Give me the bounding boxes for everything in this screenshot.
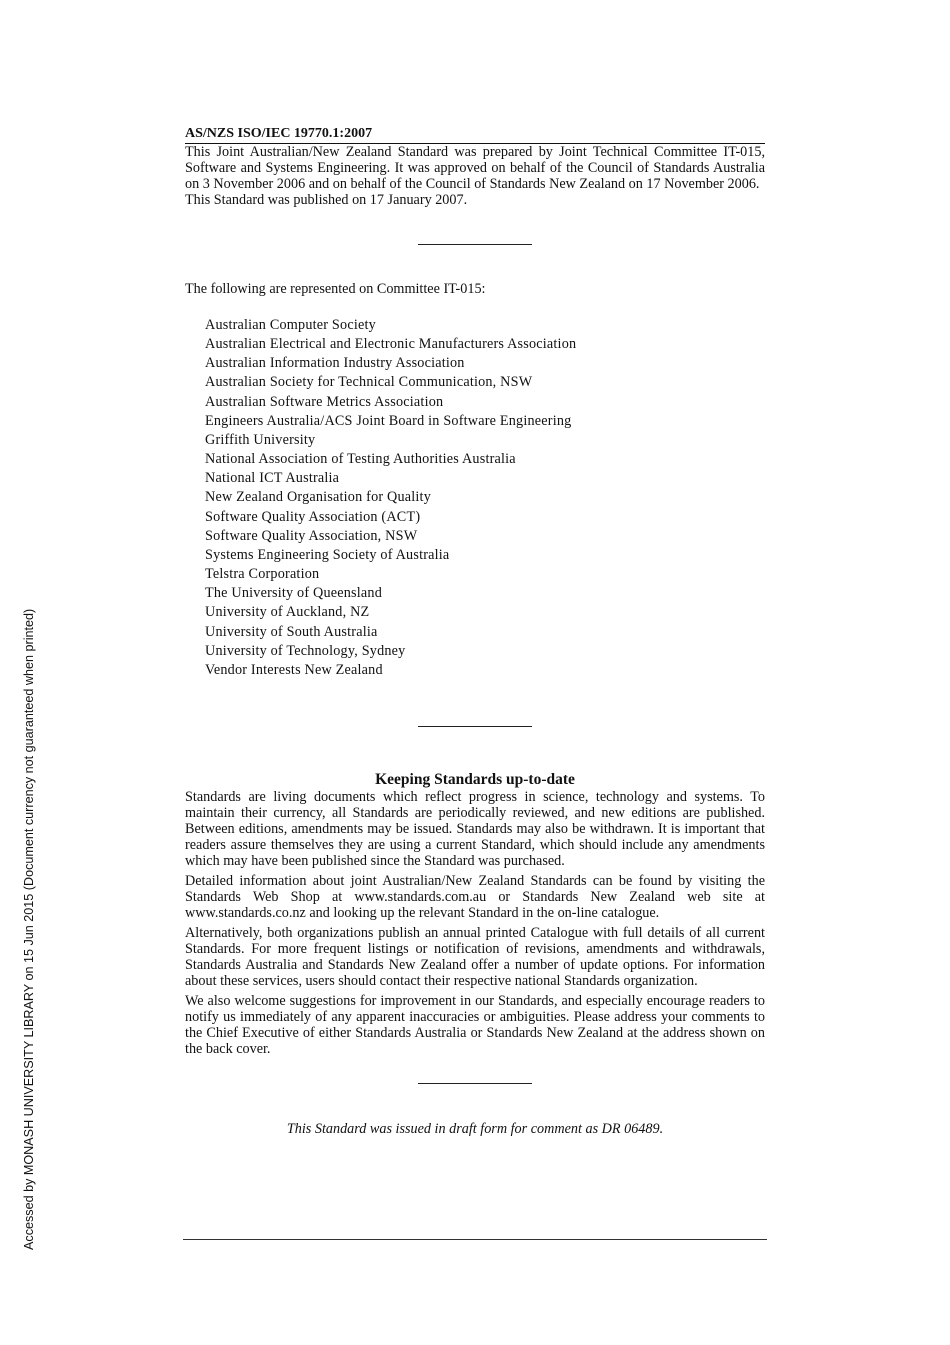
committee-member: Australian Electrical and Electronic Manufacturers Association: [205, 336, 577, 353]
draft-note: This Standard was issued in draft form for comment as DR 06489.: [286, 1120, 664, 1137]
committee-member: The University of Queensland: [205, 585, 382, 602]
committee-member: Griffith University: [205, 431, 316, 448]
document-identifier: AS/NZS ISO/IEC 19770.1:2007: [185, 126, 765, 144]
committee-intro: The following are represented on Committee IT-015:: [185, 281, 486, 297]
keeping-standards-heading: Keeping Standards up-to-date: [375, 770, 575, 788]
committee-member: Systems Engineering Society of Australia: [205, 546, 450, 563]
committee-member: Australian Information Industry Association: [205, 355, 465, 372]
keeping-paragraph: We also welcome suggestions for improvement in our Standards, and especially encourage readers to notify us immediately of any apparent inaccuracies or ambiguities. Please address your comments to the Chief Executive of either Standards Australia or Standards New Zealand at the address shown on the back cover.: [185, 992, 765, 1057]
footer-rule: [183, 1239, 767, 1240]
keeping-paragraph: Detailed information about joint Australian/New Zealand Standards can be found by visiting the Standards Web Shop at www.standards.com.au or Standards New Zealand web site at www.standards.co.nz and looking up the relevant Standard in the on-line catalogue.: [185, 872, 765, 921]
page-content: [185, 126, 765, 1138]
keeping-paragraph: Standards are living documents which reflect progress in science, technology and systems. To maintain their currency, all Standards are periodically reviewed, and new editions are published. Between editions, amendments may be issued. Standards may also be withdrawn. It is important that readers assure themselves they are using a current Standard, which should include any amendments which may have been published since the Standard was purchased.: [185, 788, 765, 869]
committee-member: National Association of Testing Authorities Australia: [205, 451, 516, 468]
section-divider: [418, 1083, 532, 1084]
committee-member: National ICT Australia: [205, 470, 340, 487]
committee-member: Australian Society for Technical Communication, NSW: [205, 374, 533, 391]
committee-member: New Zealand Organisation for Quality: [205, 489, 431, 506]
committee-member: University of Technology, Sydney: [205, 642, 406, 659]
section-divider: [418, 726, 532, 727]
committee-member: Engineers Australia/ACS Joint Board in Software Engineering: [205, 412, 572, 429]
keeping-paragraph: Alternatively, both organizations publish an annual printed Catalogue with full details of all current Standards. For more frequent listings or notification of revisions, amendments and withdrawals, Standards Australia and Standards New Zealand offer a number of update options. For information about these services, users should contact their respective national Standards organization.: [185, 924, 765, 989]
section-divider: [418, 244, 532, 245]
access-watermark: Accessed by MONASH UNIVERSITY LIBRARY on 15 Jun 2015 (Document currency not guaranteed when printed): [22, 608, 36, 1250]
approval-paragraph: This Joint Australian/New Zealand Standard was prepared by Joint Technical Committee IT-015, Software and Systems Engineering. It was approved on behalf of the Council of Standards Australia on 3 November 2006 and on behalf of the Council of Standards New Zealand on 17 November 2006.: [185, 144, 765, 192]
committee-member: University of Auckland, NZ: [205, 604, 370, 621]
publication-date: This Standard was published on 17 January 2007.: [185, 192, 468, 208]
committee-member: University of South Australia: [205, 623, 378, 640]
committee-member-list: [185, 316, 765, 680]
committee-member: Telstra Corporation: [205, 566, 320, 583]
committee-member: Vendor Interests New Zealand: [205, 661, 383, 678]
committee-member: Software Quality Association (ACT): [205, 508, 421, 525]
committee-member: Australian Software Metrics Association: [205, 393, 444, 410]
committee-member: Australian Computer Society: [205, 317, 376, 333]
committee-member: Software Quality Association, NSW: [205, 527, 418, 544]
